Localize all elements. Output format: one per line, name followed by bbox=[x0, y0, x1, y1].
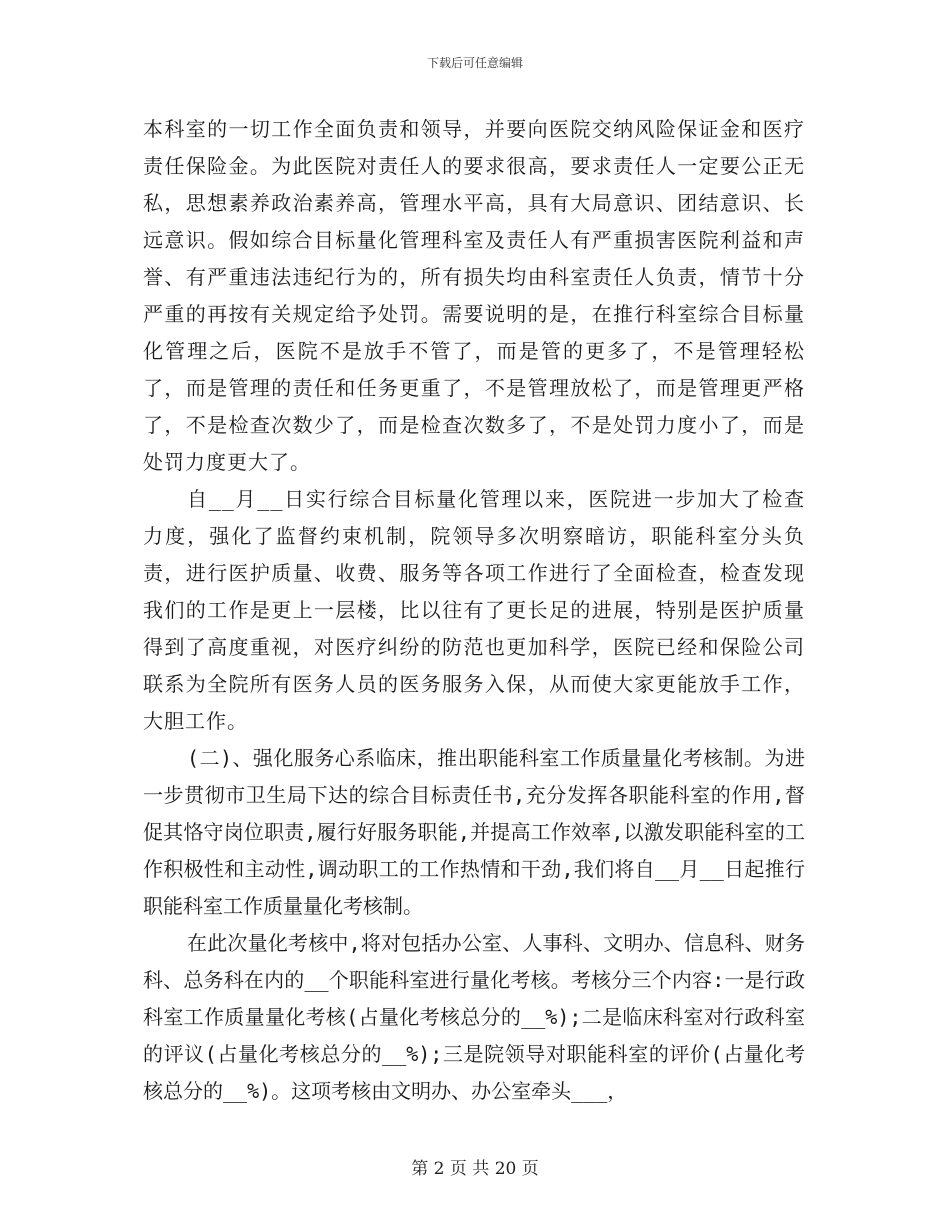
paragraph: 自__月__日实行综合目标量化管理以来，医院进一步加大了检查力度，强化了监督约束机制，院领导多次明察暗访，职能科室分头负责，进行医护质量、收费、服务等各项工作进行了全面检查，检查发现我们的工作是更上一层楼，比以往有了更长足的进展，特别是医护质量得到了高度重视，对医疗纠纷的防范也更加科学，医院已经和保险公司联系为全院所有医务人员的医务服务入保，从而使大家更能放手工作，大胆工作。 bbox=[143, 487, 805, 733]
paragraph: 本科室的一切工作全面负责和领导，并要向医院交纳风险保证金和医疗责任保险金。为此医院对责任人的要求很高，要求责任人一定要公正无私，思想素养政治素养高，管理水平高，具有大局意识、团结意识、长远意识。假如综合目标量化管理科室及责任人有严重损害医院利益和声誉、有严重违法违纪行为的，所有损失均由科室责任人负责，情节十分严重的再按有关规定给予处罚。需要说明的是，在推行科室综合目标量化管理之后，医院不是放手不管了，而是管的更多了，不是管理轻松了，而是管理的责任和任务更重了，不是管理放松了，而是管理更严格了，不是检查次数少了，而是检查次数多了，不是处罚力度小了，而是处罚力度更大了。 bbox=[143, 117, 805, 474]
paragraph: 在此次量化考核中,将对包括办公室、人事科、文明办、信息科、财务科、总务科在内的__个职能科室进行量化考核。考核分三个内容:一是行政科室工作质量量化考核(占量化考核总分的__%);二是临床科室对行政科室的评议(占量化考核总分的__%);三是院领导对职能科室的评价(占量化考核总分的__%)。这项考核由文明办、办公室牵头___， bbox=[143, 931, 805, 1103]
header-note: 下载后可任意编辑 bbox=[426, 56, 523, 70]
page-number: 第 2 页 共 20 页 bbox=[411, 1159, 539, 1179]
document-body bbox=[143, 111, 805, 1110]
paragraph: (二)、强化服务心系临床，推出职能科室工作质量量化考核制。为进一步贯彻市卫生局下达的综合目标责任书,充分发挥各职能科室的作用,督促其恪守岗位职责,履行好服务职能,并提高工作效率,以激发职能科室的工作积极性和主动性,调动职工的工作热情和干劲,我们将自__月__日起推行职能科室工作质量量化考核制。 bbox=[143, 746, 805, 918]
